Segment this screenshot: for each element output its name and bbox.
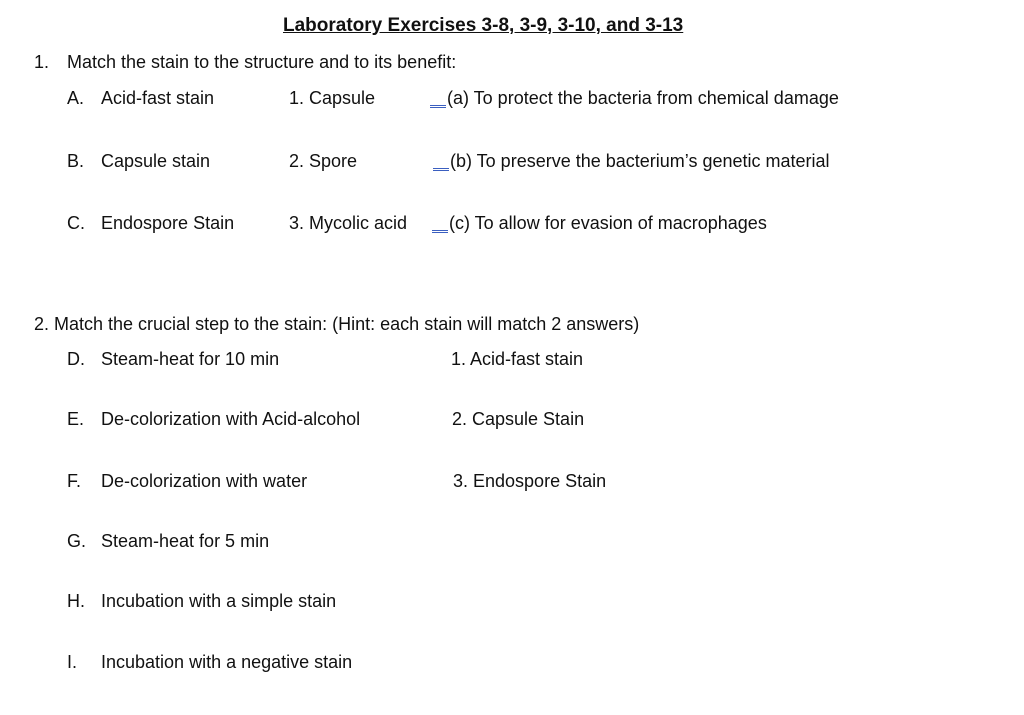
q2-step-letter-e: E. [67, 409, 85, 429]
q2-step-simple-stain: Incubation with a simple stain [101, 591, 337, 611]
q1-stain-acid-fast: Acid-fast stain [101, 88, 215, 108]
q2-step-letter-h: H. [67, 591, 85, 611]
q1-structure-spore: 2. Spore [289, 151, 358, 171]
q1-stain-letter-a: A. [67, 88, 85, 108]
q1-structure-capsule: 1. Capsule [289, 88, 376, 108]
q1-benefit-a: (a) To protect the bacteria from chemical damage [447, 88, 839, 108]
answer-blank-b[interactable] [433, 168, 449, 171]
q1-stain-letter-b: B. [67, 151, 85, 171]
q1-benefit-b: (b) To preserve the bacterium’s genetic material [450, 151, 830, 171]
answer-blank-a[interactable] [430, 105, 446, 108]
q2-step-letter-f: F. [67, 471, 82, 491]
q1-number: 1. [34, 52, 50, 72]
q2-stain-acid-fast: 1. Acid-fast stain [451, 349, 584, 369]
q2-step-steam-10: Steam-heat for 10 min [101, 349, 280, 369]
q2-step-letter-d: D. [67, 349, 85, 369]
q2-step-letter-g: G. [67, 531, 87, 551]
q1-benefit-a-row [430, 87, 839, 109]
q2-step-acid-alcohol: De-colorization with Acid-alcohol [101, 409, 361, 429]
q2-stain-capsule: 2. Capsule Stain [452, 409, 585, 429]
q1-benefit-b-row [433, 150, 830, 172]
q1-stain-letter-c: C. [67, 213, 85, 233]
q2-step-steam-5: Steam-heat for 5 min [101, 531, 270, 551]
q1-prompt: Match the stain to the structure and to its benefit: [67, 52, 457, 72]
q2-step-letter-i: I. [67, 652, 78, 672]
q2-prompt: 2. Match the crucial step to the stain: (Hint: each stain will match 2 answers) [34, 314, 640, 334]
q1-benefit-c-row [432, 212, 767, 234]
q2-stain-endospore: 3. Endospore Stain [453, 471, 607, 491]
worksheet-title: Laboratory Exercises 3-8, 3-9, 3-10, and 3-13 [283, 15, 684, 36]
q1-stain-capsule: Capsule stain [101, 151, 211, 171]
answer-blank-c[interactable] [432, 230, 448, 233]
q2-step-water: De-colorization with water [101, 471, 308, 491]
q1-benefit-c: (c) To allow for evasion of macrophages [449, 213, 767, 233]
q1-structure-mycolic-acid: 3. Mycolic acid [289, 213, 408, 233]
q1-stain-endospore: Endospore Stain [101, 213, 235, 233]
q2-step-negative-stain: Incubation with a negative stain [101, 652, 353, 672]
